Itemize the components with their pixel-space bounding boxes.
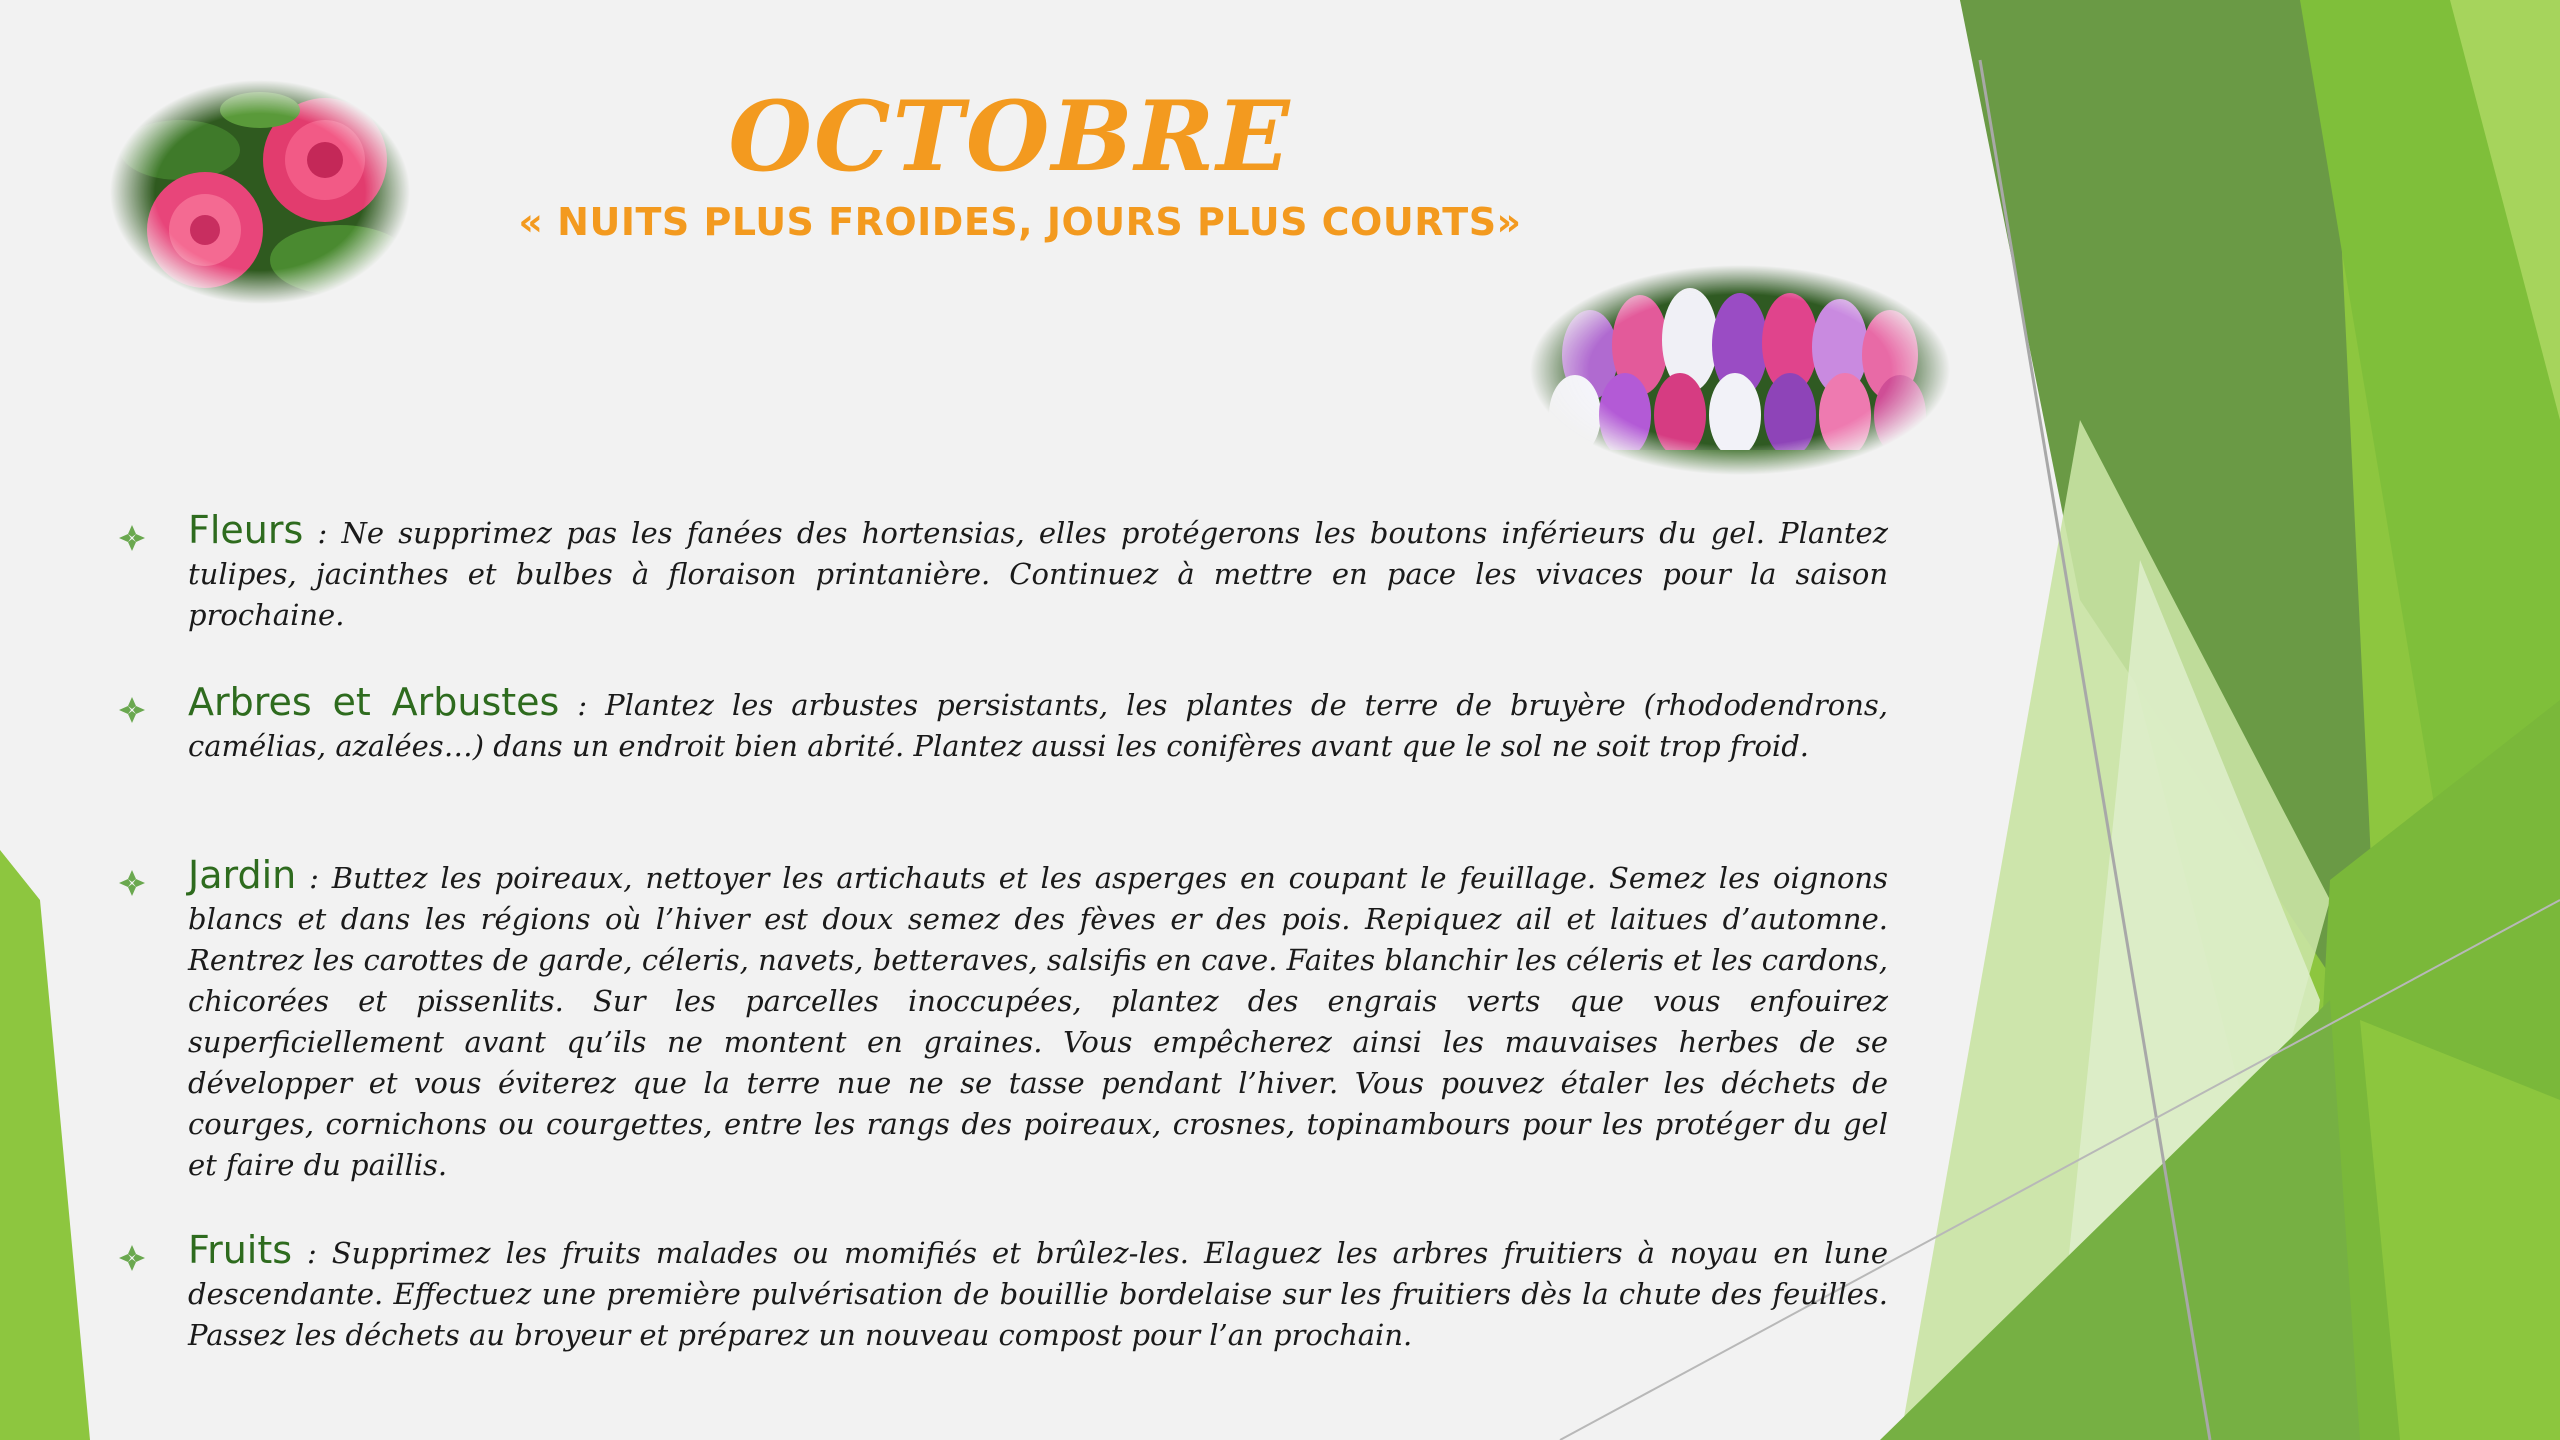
hyacinth-photo [1530, 265, 1950, 475]
section-text: Ne supprimez pas les fanées des hortensias, elles protégerons les boutons inférieurs du gel. Plantez tulipes, jacinthes et bulbes à floraison printanière. Continuez à mettre en pace les vivaces pour la saison prochaine. [188, 516, 1888, 632]
section-text: Supprimez les fruits malades ou momifiés et brûlez-les. Elaguez les arbres fruitiers à noyau en lune descendante. Effectuez une première pulvérisation de bouillie bordelaise sur les fruitiers dès la chute des feuilles. Passez les déchets au broyeur et préparez un nouveau compost pour l’an prochain. [188, 1236, 1888, 1352]
bullet-icon [118, 524, 146, 552]
section-separator: : [559, 688, 606, 722]
section-heading: Fruits [188, 1228, 293, 1272]
section-heading: Fleurs [188, 508, 304, 552]
section-separator: : [292, 1236, 332, 1270]
section-fruits [188, 1230, 1888, 1356]
page-title: OCTOBRE [728, 80, 1292, 193]
camellia-photo [110, 80, 410, 305]
bullet-icon [118, 696, 146, 724]
section-separator: : [303, 516, 342, 550]
section-heading: Jardin [188, 853, 297, 897]
section-jardin [188, 855, 1888, 1186]
bullet-icon [118, 1244, 146, 1272]
bullet-icon [118, 869, 146, 897]
section-text: Buttez les poireaux, nettoyer les artichauts et les asperges en coupant le feuillage. Semez les oignons blancs et dans les régions où l’hiver est doux semez des fèves er des pois. Repiquez ail et laitues d’automne. Rentrez les carottes de garde, céleris, navets, betteraves, salsifis en cave. Faites blanchir les céleris et les cardons, chicorées et pissenlits. Sur les parcelles inoccupées, plantez des engrais verts que vous enfouirez superficiellement avant qu’ils ne montent en graines. Vous empêcherez ainsi les mauvaises herbes de se développer et vous éviterez que la terre nue ne se tasse pendant l’hiver. Vous pouvez étaler les déchets de courges, cornichons ou courgettes, entre les rangs des poireaux, crosnes, topinambours pour les protéger du gel et faire du paillis. [188, 861, 1888, 1182]
section-separator: : [296, 861, 332, 895]
section-heading: Arbres et Arbustes [188, 680, 560, 724]
page-subtitle: « NUITS PLUS FROIDES, JOURS PLUS COURTS» [518, 200, 1522, 244]
section-arbres [188, 682, 1888, 767]
section-fleurs [188, 510, 1888, 636]
section-text: Plantez les arbustes persistants, les plantes de terre de bruyère (rhododendrons, camélias, azalées…) dans un endroit bien abrité. Plantez aussi les conifères avant que le sol ne soit trop froid. [188, 688, 1888, 763]
